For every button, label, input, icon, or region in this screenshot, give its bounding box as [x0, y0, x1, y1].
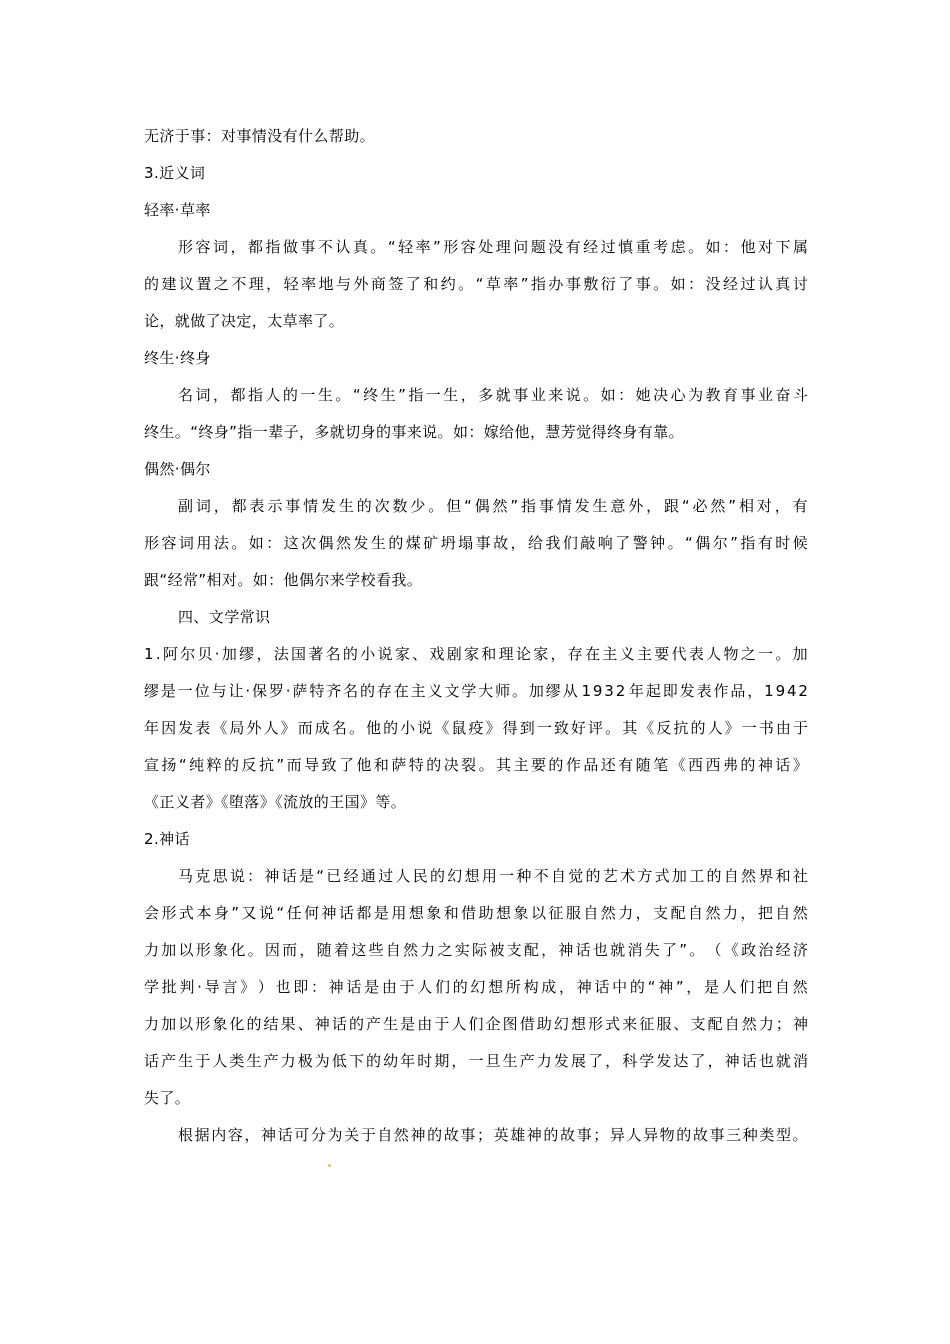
synonym-pair-heading: 终生·终身 — [144, 349, 211, 367]
paragraph-line: 力 加 以 形 象 化 的 结 果 、 神 话 的 产 生 是 由 于 人 们 企 图 借 助 幻 想 形 式 来 征 服 、 支 配 自 然 力 ； 神 — [144, 1015, 808, 1033]
stray-mark — [328, 1164, 331, 1167]
paragraph-line: 名 词 ， 都 指 人 的 一 生 。 “ 终 生 ” 指 一 生 ， 多 就 事 业 来 说 。 如 ： 她 决 心 为 教 育 事 业 奋 斗 — [178, 386, 808, 404]
paragraph-line: 论，就做了决定，太草率了。 — [144, 312, 345, 330]
paragraph-line: 副 词 ， 都 表 示 事 情 发 生 的 次 数 少 。 但 “ 偶 然 ” 指 事 情 发 生 意 外 ， 跟 “ 必 然 ” 相 对 ， 有 — [178, 497, 808, 515]
paragraph-line: 的 建 议 置 之 不 理 ， 轻 率 地 与 外 商 签 了 和 约 。 “ 草 率 ” 指 办 事 敷 衍 了 事 。 如 ： 没 经 过 认 真 讨 — [144, 275, 808, 293]
paragraph-line: 失了。 — [144, 1089, 191, 1107]
paragraph-line: 缪 是 一 位 与 让 · 保 罗 · 萨 特 齐 名 的 存 在 主 义 文 学 大 师 。 加 缪 从 1 9 3 2 年 起 即 发 表 作 品 ， 1 9 4 2 — [144, 682, 808, 700]
section-heading-myth: 2.神话 — [144, 830, 190, 848]
paragraph-line: 会 形 式 本 身 ” 又 说 “ 任 何 神 话 都 是 用 想 象 和 借 助 想 象 以 征 服 自 然 力 ， 支 配 自 然 力 ， 把 自 然 — [144, 904, 808, 922]
paragraph-line: 《正义者》《堕落》《流放的王国》等。 — [144, 793, 407, 811]
paragraph-line: 形 容 词 ， 都 指 做 事 不 认 真 。 “ 轻 率 ” 形 容 处 理 问 题 没 有 经 过 慎 重 考 虑 。 如 ： 他 对 下 属 — [178, 238, 808, 256]
paragraph-line: 1 . 阿 尔 贝 · 加 缪 ， 法 国 著 名 的 小 说 家 、 戏 剧 家 和 理 论 家 ， 存 在 主 义 主 要 代 表 人 物 之 一 。 加 — [144, 645, 808, 663]
paragraph-line: 话 产 生 于 人 类 生 产 力 极 为 低 下 的 幼 年 时 期 ， 一 旦 生 产 力 发 展 了 ， 科 学 发 达 了 ， 神 话 也 就 消 — [144, 1052, 808, 1070]
section-heading-literature: 四、文学常识 — [178, 608, 271, 626]
synonym-pair-heading: 偶然·偶尔 — [144, 460, 211, 478]
document-page — [144, 118, 808, 1154]
paragraph-line: 力 加 以 形 象 化 。 因 而 ， 随 着 这 些 自 然 力 之 实 际 被 支 配 ， 神 话 也 就 消 失 了 ” 。 （ 《 政 治 经 济 — [144, 941, 808, 959]
paragraph-line: 宣 扬 “ 纯 粹 的 反 抗 ” 而 导 致 了 他 和 萨 特 的 决 裂 。 其 主 要 的 作 品 还 有 随 笔 《 西 西 弗 的 神 话 》 — [144, 756, 808, 774]
synonym-pair-heading: 轻率·草率 — [144, 201, 211, 219]
paragraph-line: 年 因 发 表 《 局 外 人 》 而 成 名 。 他 的 小 说 《 鼠 疫 》 得 到 一 致 好 评 。 其 《 反 抗 的 人 》 一 书 由 于 — [144, 719, 808, 737]
paragraph-line: 终生。“终身”指一辈子，多就切身的事来说。如：嫁给他，慧芳觉得终身有靠。 — [144, 423, 684, 441]
text-line: 无济于事：对事情没有什么帮助。 — [144, 127, 376, 145]
paragraph-line: 马 克 思 说 ： 神 话 是 “ 已 经 通 过 人 民 的 幻 想 用 一 种 不 自 觉 的 艺 术 方 式 加 工 的 自 然 界 和 社 — [178, 867, 808, 885]
paragraph-line: 形 容 词 用 法 。 如 ： 这 次 偶 然 发 生 的 煤 矿 坍 塌 事 故 ， 给 我 们 敲 响 了 警 钟 。 “ 偶 尔 ” 指 有 时 候 — [144, 534, 808, 552]
paragraph-line: 学 批 判 · 导 言 》 ） 也 即 ： 神 话 是 由 于 人 们 的 幻 想 所 构 成 ， 神 话 中 的 “ 神 ” ， 是 人 们 把 自 然 — [144, 978, 808, 996]
paragraph-line: 跟“经常”相对。如：他偶尔来学校看我。 — [144, 571, 423, 589]
section-heading-synonyms: 3.近义词 — [144, 164, 206, 182]
paragraph-line: 根 据 内 容 ， 神 话 可 分 为 关 于 自 然 神 的 故 事 ； 英 雄 神 的 故 事 ； 异 人 异 物 的 故 事 三 种 类 型 。 — [178, 1126, 808, 1144]
